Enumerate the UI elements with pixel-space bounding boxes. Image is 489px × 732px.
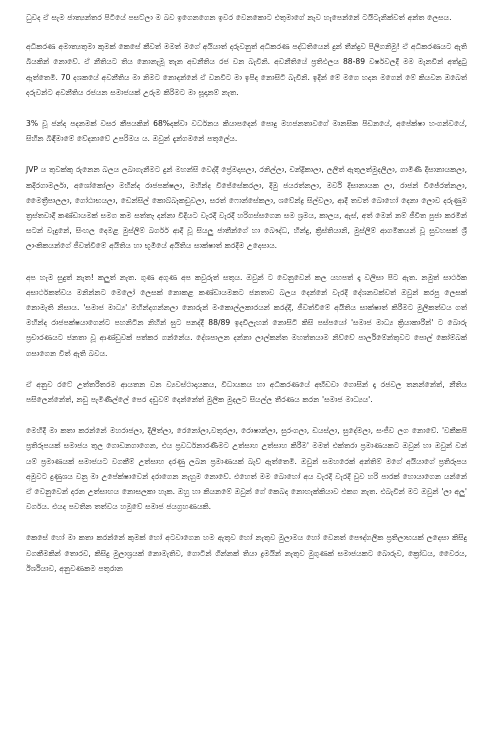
paragraph-8: කෙසේ හෝ මා කතා කරන්නේ කුමක් හෝ අටවාගෙන හම ඇතුව හෝ නැතුව මුලාමය හෝ වෙනත් පෞද්ගලික ප්‍රතිලාභයක් ලදෙසා කිසිදු වගකීමකින් තොරව, කිසිදු මුලාශ්‍රයක් නොමැතිව, ගොටින් ගින්නක් තියා ද්‍රමයින් නැතුව මුගුණක් සමාජයකට බොරුව, ක්‍රෝධය, වෛරය, ඊර්ශියාව, අනුවණකම පතුරාන xyxy=(26,533,467,573)
paragraph-7: මෙහිදී මා කතා කරන්නේ මහරාජලා, දිලිත්ලා, රෙනෝලා,වතුරලා, රොෂාන්ලා, සුරංගලා, ඩයස්ලා, සුදේමලා, සංජීව ලග නොවේ. 'වකීකපි ප්‍රතිරූපයක් සමාජය තුල ගොඩනගාගෙන, එය ප්‍රවර්ධනාරණිමට උත්සාහ උත්සාහ කිරීම' මමත් එක්තරා ප්‍රමාණයකට ඔවුන් හා ඔවුන් වන් යම් ප්‍රමාණයක් සමාජයට වගකීම් උත්සාහ දරණු ලබන ප්‍රමාණයක් බැව් ඇත්තෙමි. ඔවුන් සමහරෙක් අන්තිම් මගේ අයියාගේ ප්‍රතිරූපය අමුවට දුණුශය වනු මා උපේක්ෂාවෙන් දරාගෙන නැහුම නොවේ. එහෙත් මම බොහෝ අය වැරදි වැරදි වුව හරි පාරක් හොයාගෙන යන්නේ ඒ වෙනුවෙන් දරන උත්සාහය නොසලකා හැක. ඔහු හා කියනමේ ඔවුන් ගේ කෙබද නොහැක්කියාව එකග නැත. එබැවින් මට ඔවුන් 'ලා අලු' වර්ගය. එයද පවතින තත්වය හමුවේ සමාජ ජයග්‍රහණයකි. xyxy=(26,426,467,512)
paragraph-6: ඒ අනුව රටේ උත්තරීතරම ආයතන වන ව්‍යවස්ථාදායකය, විධායකය හා අධිකරණයේ අභිඩවා ගොසින් දෑ රජවල තනන්නේත්, නීතිය පසිලෙන්නේත්, නඩු පැමිණිල්ලේ පෙර දඩුවම් දෙන්නේත් මුලික මුදලට සියල්ල තීරණය කරන 'සමාජ මාධ්‍යය'. xyxy=(26,379,467,405)
paragraph-4: JVP ය තුවක්කු රුනෙන බලය ලබාගැනීමට දුන් මහන්සි වෙද්දී ප්‍රේමදාසලා, රනිල්ලා, චන්ද්‍රිකාලා, ලලිත් ඇතුලත්මුදලිලා, ගාමිණි දිසානායකලා, කදිරගාමර්ලා, අශෝකෝලා මහින්ද රාජපක්ෂලා, මහින්ද විජේසේකරලා, දිමු ජයරත්නලා, මර්වි දිසානායක ලා, රාජන් වීජේරත්නලා, මෛත්‍රීපාලලා, ගෝඨාභයලා, ඩෙන්සිල් කොබ්බෑකඩුවලා, සරත් ෆොන්සේකලා, ශවේන්ද්‍ර සිල්වලා, ආදී තවත් බොහෝ දෙනා ලොව දරුණුම ත්‍රස්තවාදී කණ්ඩායමක් සමග කම සත්තෑ දන්නා විදියට වැරදී වැරදී හරිගස්සගෙන සම ශ්‍රමය, කාලය, ඇස්, අත් මෙන් නම් ජීවිත පුජා කරමින් සටන් වැදුනේ, සිංහල දෙමළ මුස්ලිම් බර්ගර් ආදී වූ සියලු ජාතීන්ගේ හා බෞද්ධ, හින්දු, ක්‍රිස්තියානි, මුස්ලිම් ආගමිකයන් වූ සුවහසක් ශ්‍රී ලාංකිකයන්ගේ ජීවත්වීමේ අයිතිය හා භූමියේ අයිතිය සාක්ෂාත් කරදීම උදෙසාය. xyxy=(26,165,467,251)
paragraph-3: 3% වූ ජන්ද පදනමක් වසර කීපයකින් 68%දක්වා වර්ධනය කියාපදෙන් පොදු මහජනතාවගේ මානසික පිඩනයේ, අපේක්ෂා හංගන්වයේ, සිහින බිඳීමාමේ වේදනාවේ උපරිමය ය. ඔවුන් දැන්ගමනේ පතුලේය. xyxy=(26,119,467,144)
paragraph-2: අධිකරණ අමාත්‍යතුමා කුමක් කෙසේ කීවත් මමත් මගේ අයියාත් දරුවනුත් අධිකරණ පද්ධතියෙන් දුන් තීන්දුව පිලිගනිමු! ඒ අධිකරණයට ඇති බියකින් නොවේ. ඒ නීතියට තිය නොනැමූ තැන අවනීතිය රජ වන බැවිනි. අවනීතියේ ප්‍රතිඵලය 88-89 වර්ෂවලදී මම මැනවින් අත්දුටු ඇත්තෙමි. 70 දශකයේ අවනීතිය මා නිමට නොදන්නේ ඒ වනවිට මා ඉපිද නොසිටි බැවිනි. ඉදින් මේ මගෙ හදන මගෙන් මේ කියවන ඔබෙත් දරුවන්ට අවනීතිය රජයන සමාජයක් උරුම කිරිමට මා සූදානම් නැත. xyxy=(26,42,467,97)
paragraph-5: අප හැම සුදුත් නැත! කලුත් නැත. ගුණ අගුණ අප කවුරුත් සතුය. ඔවුන් ට වෙනුවෙන් කල යහපත් දෑ වලිසා පිට ඇත. නමුත් සාර්ථක අසාර්ථකත්වය මනින්නට මෙලෝ ලෙසක් නොකළ කණ්ඩායමකට ජනතාව බලය දෙන්නේ වැරදි දේශනවක්වත් ඔවුන් කරපු ලෙසක් නොමැති නිසාය. 'සමාජ මාධ්‍ය' මහින්දගන්නලා නොරුන් මංකොල්ලකාරයන් කරද්දී, ජීවත්වීමේ අයිතිය සාක්ෂාත් කිරීමට මුලිකත්වය ගත් මහින්ද රාජපක්ෂයාගෙන්ට පහනිටින නිහින් ඝුට පනද්දී 88/89 ඉදවිලැහන් නොසිටි කිසි පස්පයෝ 'සමාජ මාධ්‍ය ක්‍රියාකාරීන්' ට බොරු ප්‍රචාරණයට ජනතා වූ ආණ්ඩුවක් පත්කර ගන්නේය. දේශපාලන දන්නා ලාල්කන්ත මහත්තයාම නිව්වේ පාර්ලිමේන්තුවට පොල් කෝම්බක් ගසාගෙන විත් ඇති බවය. xyxy=(26,272,467,358)
paragraph-1: ධුවද ඒ සැම ජාත්‍යන්තර පිටියේ පසට්ලා ම බව ඉගෙනගෙන ඉවර වෙනකොට එතුමාගේ නැව හැපෙන්නේ ටයිටැනික්වත් අන්ත ලෙසය. xyxy=(26,13,452,22)
